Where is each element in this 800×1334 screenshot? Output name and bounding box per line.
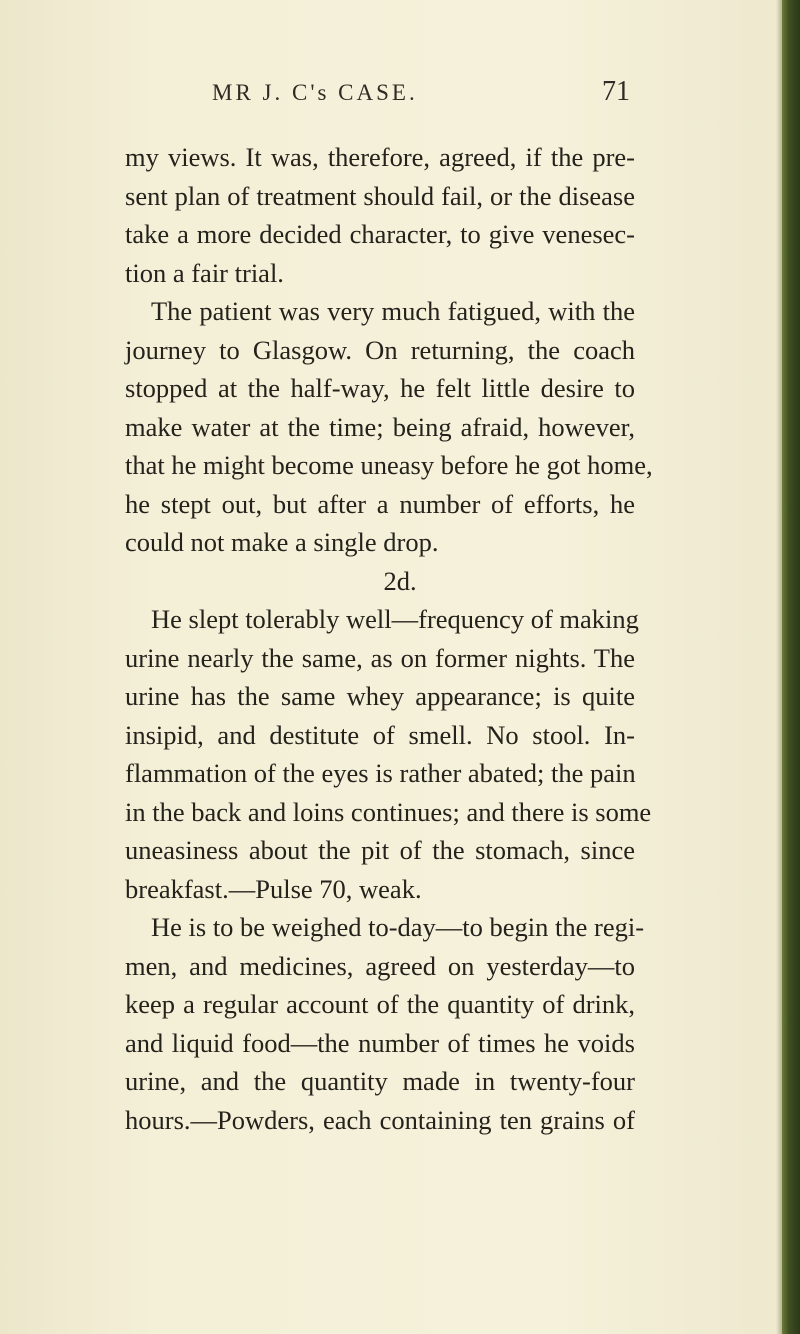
text-line: journey to Glasgow. On returning, the coach: [125, 334, 635, 365]
text-line: urine, and the quantity made in twenty-four: [125, 1066, 635, 1096]
text-line: and liquid food—the number of times he voids: [125, 1027, 635, 1058]
text-line: he stept out, but after a number of efforts, he: [125, 488, 635, 519]
text-line: insipid, and destitute of smell. No stool. In-: [125, 719, 635, 750]
text-line: could not make a single drop.: [125, 527, 439, 557]
text-line: flammation of the eyes is rather abated; the pain: [125, 758, 636, 788]
text-line: hours.—Powders, each containing ten grains of: [125, 1104, 635, 1135]
body-text: [125, 138, 653, 1139]
text-line: make water at the time; being afraid, however,: [125, 411, 635, 442]
text-line: uneasiness about the pit of the stomach, since: [125, 835, 635, 865]
text-line: He is to be weighed to-day—to begin the regi-: [151, 912, 645, 942]
text-line: tion a fair trial.: [125, 257, 284, 288]
running-title: MR J. C's CASE.: [212, 80, 418, 105]
binding-edge: [782, 0, 800, 1334]
text-line: keep a regular account of the quantity of drink,: [125, 989, 635, 1019]
text-line: sent plan of treatment should fail, or the disease: [125, 180, 635, 211]
text-line: The patient was very much fatigued, with the: [151, 296, 635, 326]
text-line: that he might become uneasy before he got home,: [125, 450, 653, 480]
page-number: 71: [602, 76, 630, 107]
text-line: urine nearly the same, as on former nights. The: [125, 642, 635, 673]
text-line: stopped at the half-way, he felt little desire to: [125, 373, 635, 403]
section-heading: 2d.: [383, 565, 417, 596]
text-line: men, and medicines, agreed on yesterday—to: [125, 950, 635, 981]
text-line: urine has the same whey appearance; is quite: [125, 681, 635, 711]
text-line: in the back and loins continues; and there is some: [125, 796, 652, 827]
text-line: my views. It was, therefore, agreed, if the pre-: [125, 142, 635, 172]
running-head: [100, 76, 630, 116]
text-line: He slept tolerably well—frequency of making: [151, 604, 639, 634]
text-line: breakfast.—Pulse 70, weak.: [125, 873, 422, 904]
text-line: take a more decided character, to give venesec-: [125, 219, 635, 249]
